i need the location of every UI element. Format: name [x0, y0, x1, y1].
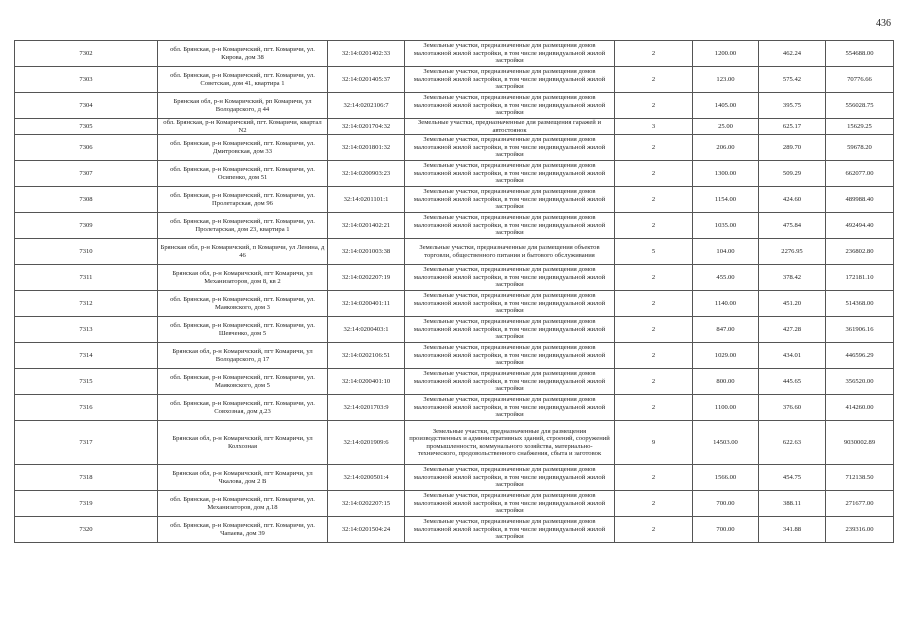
land-use-cell: Земельные участки, предназначенные для размещения домов малоэтажной жилой застройки, в том числе индивидуальной жилой застройки: [405, 369, 615, 395]
land-use-cell: Земельные участки, предназначенные для размещения домов малоэтажной жилой застройки, в том числе индивидуальной жилой застройки: [405, 161, 615, 187]
table-row: [15, 239, 894, 265]
land-use-cell: Земельные участки, предназначенные для размещения домов малоэтажной жилой застройки, в том числе индивидуальной жилой застройки: [405, 517, 615, 543]
address-cell: обл. Брянская, р-н Комаричский, пгт. Комаричи, ул. Механизаторов, дом д.18: [158, 491, 328, 517]
address-cell: обл. Брянская, р-н Комаричский, пгт. Комаричи, ул. Маяковского, дом 5: [158, 369, 328, 395]
table-row: [15, 491, 894, 517]
row-id-cell: 7319: [15, 491, 158, 517]
specific-value-cell: 427.28: [759, 317, 826, 343]
group-number-cell: 3: [615, 119, 693, 135]
address-cell: обл. Брянская, р-н Комаричский, пгт. Комаричи, ул. Чапаева, дом 39: [158, 517, 328, 543]
row-id-cell: 7304: [15, 93, 158, 119]
row-id-cell: 7320: [15, 517, 158, 543]
area-cell: 1566.00: [693, 465, 759, 491]
cadastral-value-cell: 271677.00: [826, 491, 894, 517]
land-use-cell: Земельные участки, предназначенные для размещения домов малоэтажной жилой застройки, в том числе индивидуальной жилой застройки: [405, 67, 615, 93]
row-id-cell: 7316: [15, 395, 158, 421]
address-cell: обл. Брянская, р-н Комаричский, пгт. Комаричи, ул. Дмитровская, дом 33: [158, 135, 328, 161]
cadastral-value-cell: 556028.75: [826, 93, 894, 119]
area-cell: 1300.00: [693, 161, 759, 187]
cadastral-value-cell: 236802.80: [826, 239, 894, 265]
land-use-cell: Земельные участки, предназначенные для размещения производственных и административных зданий, строений, сооружений промышленности, коммунального хозяйства, материально-технического, продовольственного снабжения, сбыта и заготовок: [405, 421, 615, 465]
cadastral-number-cell: 32:14:0201402:33: [328, 41, 405, 67]
table-row: [15, 291, 894, 317]
area-cell: 206.00: [693, 135, 759, 161]
specific-value-cell: 2276.95: [759, 239, 826, 265]
row-id-cell: 7305: [15, 119, 158, 135]
row-id-cell: 7315: [15, 369, 158, 395]
cadastral-number-cell: 32:14:0200401:10: [328, 369, 405, 395]
table-row: [15, 135, 894, 161]
cadastral-value-table: [14, 40, 894, 543]
land-use-cell: Земельные участки, предназначенные для размещения домов малоэтажной жилой застройки, в том числе индивидуальной жилой застройки: [405, 291, 615, 317]
group-number-cell: 2: [615, 343, 693, 369]
specific-value-cell: 475.84: [759, 213, 826, 239]
land-use-cell: Земельные участки, предназначенные для размещения домов малоэтажной жилой застройки, в том числе индивидуальной жилой застройки: [405, 465, 615, 491]
area-cell: 1140.00: [693, 291, 759, 317]
address-cell: обл. Брянская, р-н Комаричский, пгт. Комаричи, ул. Пролетарская, дом 96: [158, 187, 328, 213]
land-use-cell: Земельные участки, предназначенные для размещения домов малоэтажной жилой застройки, в том числе индивидуальной жилой застройки: [405, 343, 615, 369]
group-number-cell: 2: [615, 265, 693, 291]
address-cell: Брянская обл, р-н Комаричский, пгт Комаричи, ул Колхозная: [158, 421, 328, 465]
cadastral-number-cell: 32:14:0202106:51: [328, 343, 405, 369]
table-row: [15, 187, 894, 213]
area-cell: 123.00: [693, 67, 759, 93]
cadastral-number-cell: 32:14:0201909:6: [328, 421, 405, 465]
row-id-cell: 7311: [15, 265, 158, 291]
cadastral-value-cell: 662077.00: [826, 161, 894, 187]
group-number-cell: 2: [615, 161, 693, 187]
land-use-cell: Земельные участки, предназначенные для размещения домов малоэтажной жилой застройки, в том числе индивидуальной жилой застройки: [405, 265, 615, 291]
specific-value-cell: 622.63: [759, 421, 826, 465]
cadastral-number-cell: 32:14:0202207:19: [328, 265, 405, 291]
row-id-cell: 7312: [15, 291, 158, 317]
group-number-cell: 5: [615, 239, 693, 265]
group-number-cell: 9: [615, 421, 693, 465]
specific-value-cell: 289.70: [759, 135, 826, 161]
land-use-cell: Земельные участки, предназначенные для размещения гаражей и автостоянок: [405, 119, 615, 135]
address-cell: обл. Брянская, р-н Комаричский, пгт. Комаричи, квартал N2: [158, 119, 328, 135]
row-id-cell: 7302: [15, 41, 158, 67]
address-cell: Брянская обл, р-н Комаричский, пгт Комаричи, ул Володарского, д 17: [158, 343, 328, 369]
area-cell: 1035.00: [693, 213, 759, 239]
cadastral-value-cell: 172181.10: [826, 265, 894, 291]
table-row: [15, 213, 894, 239]
address-cell: обл. Брянская, р-н Комаричский, пгт. Комаричи, ул. Советская, дом 41, квартира 1: [158, 67, 328, 93]
cadastral-number-cell: 32:14:0201405:37: [328, 67, 405, 93]
row-id-cell: 7314: [15, 343, 158, 369]
area-cell: 25.00: [693, 119, 759, 135]
specific-value-cell: 575.42: [759, 67, 826, 93]
table-row: [15, 465, 894, 491]
group-number-cell: 2: [615, 465, 693, 491]
specific-value-cell: 462.24: [759, 41, 826, 67]
area-cell: 1200.00: [693, 41, 759, 67]
specific-value-cell: 424.60: [759, 187, 826, 213]
area-cell: 1029.00: [693, 343, 759, 369]
table-row: [15, 161, 894, 187]
group-number-cell: 2: [615, 395, 693, 421]
specific-value-cell: 451.20: [759, 291, 826, 317]
cadastral-value-cell: 492494.40: [826, 213, 894, 239]
cadastral-value-cell: 9030002.89: [826, 421, 894, 465]
cadastral-number-cell: 32:14:0200401:11: [328, 291, 405, 317]
cadastral-number-cell: 32:14:0200501:4: [328, 465, 405, 491]
land-use-cell: Земельные участки, предназначенные для размещения объектов торговли, общественного питания и бытового обслуживания: [405, 239, 615, 265]
cadastral-value-cell: 70776.66: [826, 67, 894, 93]
land-use-cell: Земельные участки, предназначенные для размещения домов малоэтажной жилой застройки, в том числе индивидуальной жилой застройки: [405, 213, 615, 239]
address-cell: обл. Брянская, р-н Комаричский, пгт. Комаричи, ул. Шевченко, дом 5: [158, 317, 328, 343]
row-id-cell: 7313: [15, 317, 158, 343]
table-row: [15, 265, 894, 291]
specific-value-cell: 454.75: [759, 465, 826, 491]
row-id-cell: 7309: [15, 213, 158, 239]
table-row: [15, 343, 894, 369]
area-cell: 800.00: [693, 369, 759, 395]
cadastral-number-cell: 32:14:0202106:7: [328, 93, 405, 119]
group-number-cell: 2: [615, 317, 693, 343]
cadastral-number-cell: 32:14:0201003:38: [328, 239, 405, 265]
address-cell: обл. Брянская, р-н Комаричский, пгт. Комаричи, ул. Осипенко, дом 51: [158, 161, 328, 187]
specific-value-cell: 625.17: [759, 119, 826, 135]
cadastral-number-cell: 32:14:0201801:32: [328, 135, 405, 161]
table-row: [15, 369, 894, 395]
cadastral-value-cell: 239316.00: [826, 517, 894, 543]
address-cell: обл. Брянская, р-н Комаричский, пгт. Комаричи, ул. Пролетарская, дом 23, квартира 1: [158, 213, 328, 239]
group-number-cell: 2: [615, 517, 693, 543]
row-id-cell: 7310: [15, 239, 158, 265]
group-number-cell: 2: [615, 41, 693, 67]
area-cell: 700.00: [693, 491, 759, 517]
table-row: [15, 395, 894, 421]
address-cell: Брянская обл, р-н Комаричский, п Комаричи, ул Ленина, д 46: [158, 239, 328, 265]
row-id-cell: 7307: [15, 161, 158, 187]
area-cell: 1100.00: [693, 395, 759, 421]
row-id-cell: 7306: [15, 135, 158, 161]
cadastral-number-cell: 32:14:0201402:21: [328, 213, 405, 239]
group-number-cell: 2: [615, 491, 693, 517]
specific-value-cell: 378.42: [759, 265, 826, 291]
area-cell: 455.00: [693, 265, 759, 291]
table-row: [15, 517, 894, 543]
land-use-cell: Земельные участки, предназначенные для размещения домов малоэтажной жилой застройки, в том числе индивидуальной жилой застройки: [405, 395, 615, 421]
row-id-cell: 7308: [15, 187, 158, 213]
area-cell: 1154.00: [693, 187, 759, 213]
land-use-cell: Земельные участки, предназначенные для размещения домов малоэтажной жилой застройки, в том числе индивидуальной жилой застройки: [405, 187, 615, 213]
specific-value-cell: 388.11: [759, 491, 826, 517]
table-row: [15, 67, 894, 93]
address-cell: Брянская обл, р-н Комаричский, пгт Комаричи, ул Чкалова, дом 2 В: [158, 465, 328, 491]
cadastral-number-cell: 32:14:0200903:23: [328, 161, 405, 187]
table-row: [15, 41, 894, 67]
area-cell: 847.00: [693, 317, 759, 343]
land-use-cell: Земельные участки, предназначенные для размещения домов малоэтажной жилой застройки, в том числе индивидуальной жилой застройки: [405, 491, 615, 517]
cadastral-number-cell: 32:14:0201504:24: [328, 517, 405, 543]
area-cell: 104.00: [693, 239, 759, 265]
specific-value-cell: 376.60: [759, 395, 826, 421]
group-number-cell: 2: [615, 369, 693, 395]
cadastral-value-cell: 414260.00: [826, 395, 894, 421]
cadastral-value-cell: 361906.16: [826, 317, 894, 343]
cadastral-number-cell: 32:14:0200403:1: [328, 317, 405, 343]
cadastral-value-cell: 514368.00: [826, 291, 894, 317]
row-id-cell: 7303: [15, 67, 158, 93]
table-body: [15, 41, 894, 543]
group-number-cell: 2: [615, 213, 693, 239]
land-use-cell: Земельные участки, предназначенные для размещения домов малоэтажной жилой застройки, в том числе индивидуальной жилой застройки: [405, 41, 615, 67]
cadastral-value-cell: 446596.29: [826, 343, 894, 369]
table-row: [15, 119, 894, 135]
group-number-cell: 2: [615, 93, 693, 119]
cadastral-number-cell: 32:14:0201704:32: [328, 119, 405, 135]
cadastral-value-cell: 489988.40: [826, 187, 894, 213]
cadastral-value-cell: 554688.00: [826, 41, 894, 67]
area-cell: 1405.00: [693, 93, 759, 119]
cadastral-number-cell: 32:14:0201703:9: [328, 395, 405, 421]
group-number-cell: 2: [615, 291, 693, 317]
row-id-cell: 7318: [15, 465, 158, 491]
table-row: [15, 93, 894, 119]
cadastral-value-cell: 712138.50: [826, 465, 894, 491]
specific-value-cell: 434.01: [759, 343, 826, 369]
address-cell: Брянская обл, р-н Комаричский, рп Комаричи, ул Володарского, д 44: [158, 93, 328, 119]
address-cell: обл. Брянская, р-н Комаричский, пгт. Комаричи, ул. Кирова, дом 38: [158, 41, 328, 67]
cadastral-value-cell: 15629.25: [826, 119, 894, 135]
address-cell: Брянская обл, р-н Комаричский, пгт Комаричи, ул Механизаторов, дом 8, кв 2: [158, 265, 328, 291]
cadastral-number-cell: 32:14:0202207:15: [328, 491, 405, 517]
specific-value-cell: 509.29: [759, 161, 826, 187]
land-use-cell: Земельные участки, предназначенные для размещения домов малоэтажной жилой застройки, в том числе индивидуальной жилой застройки: [405, 135, 615, 161]
group-number-cell: 2: [615, 67, 693, 93]
cadastral-number-cell: 32:14:0201101:1: [328, 187, 405, 213]
group-number-cell: 2: [615, 187, 693, 213]
area-cell: 14503.00: [693, 421, 759, 465]
table-row: [15, 317, 894, 343]
specific-value-cell: 395.75: [759, 93, 826, 119]
cadastral-value-cell: 356520.00: [826, 369, 894, 395]
row-id-cell: 7317: [15, 421, 158, 465]
table-row: [15, 421, 894, 465]
address-cell: обл. Брянская, р-н Комаричский, пгт. Комаричи, ул. Совхозная, дом д.23: [158, 395, 328, 421]
address-cell: обл. Брянская, р-н Комаричский, пгт. Комаричи, ул. Маяковского, дом 3: [158, 291, 328, 317]
specific-value-cell: 445.65: [759, 369, 826, 395]
group-number-cell: 2: [615, 135, 693, 161]
specific-value-cell: 341.88: [759, 517, 826, 543]
area-cell: 700.00: [693, 517, 759, 543]
page-number: 436: [876, 18, 891, 29]
land-use-cell: Земельные участки, предназначенные для размещения домов малоэтажной жилой застройки, в том числе индивидуальной жилой застройки: [405, 93, 615, 119]
land-use-cell: Земельные участки, предназначенные для размещения домов малоэтажной жилой застройки, в том числе индивидуальной жилой застройки: [405, 317, 615, 343]
cadastral-value-cell: 59678.20: [826, 135, 894, 161]
